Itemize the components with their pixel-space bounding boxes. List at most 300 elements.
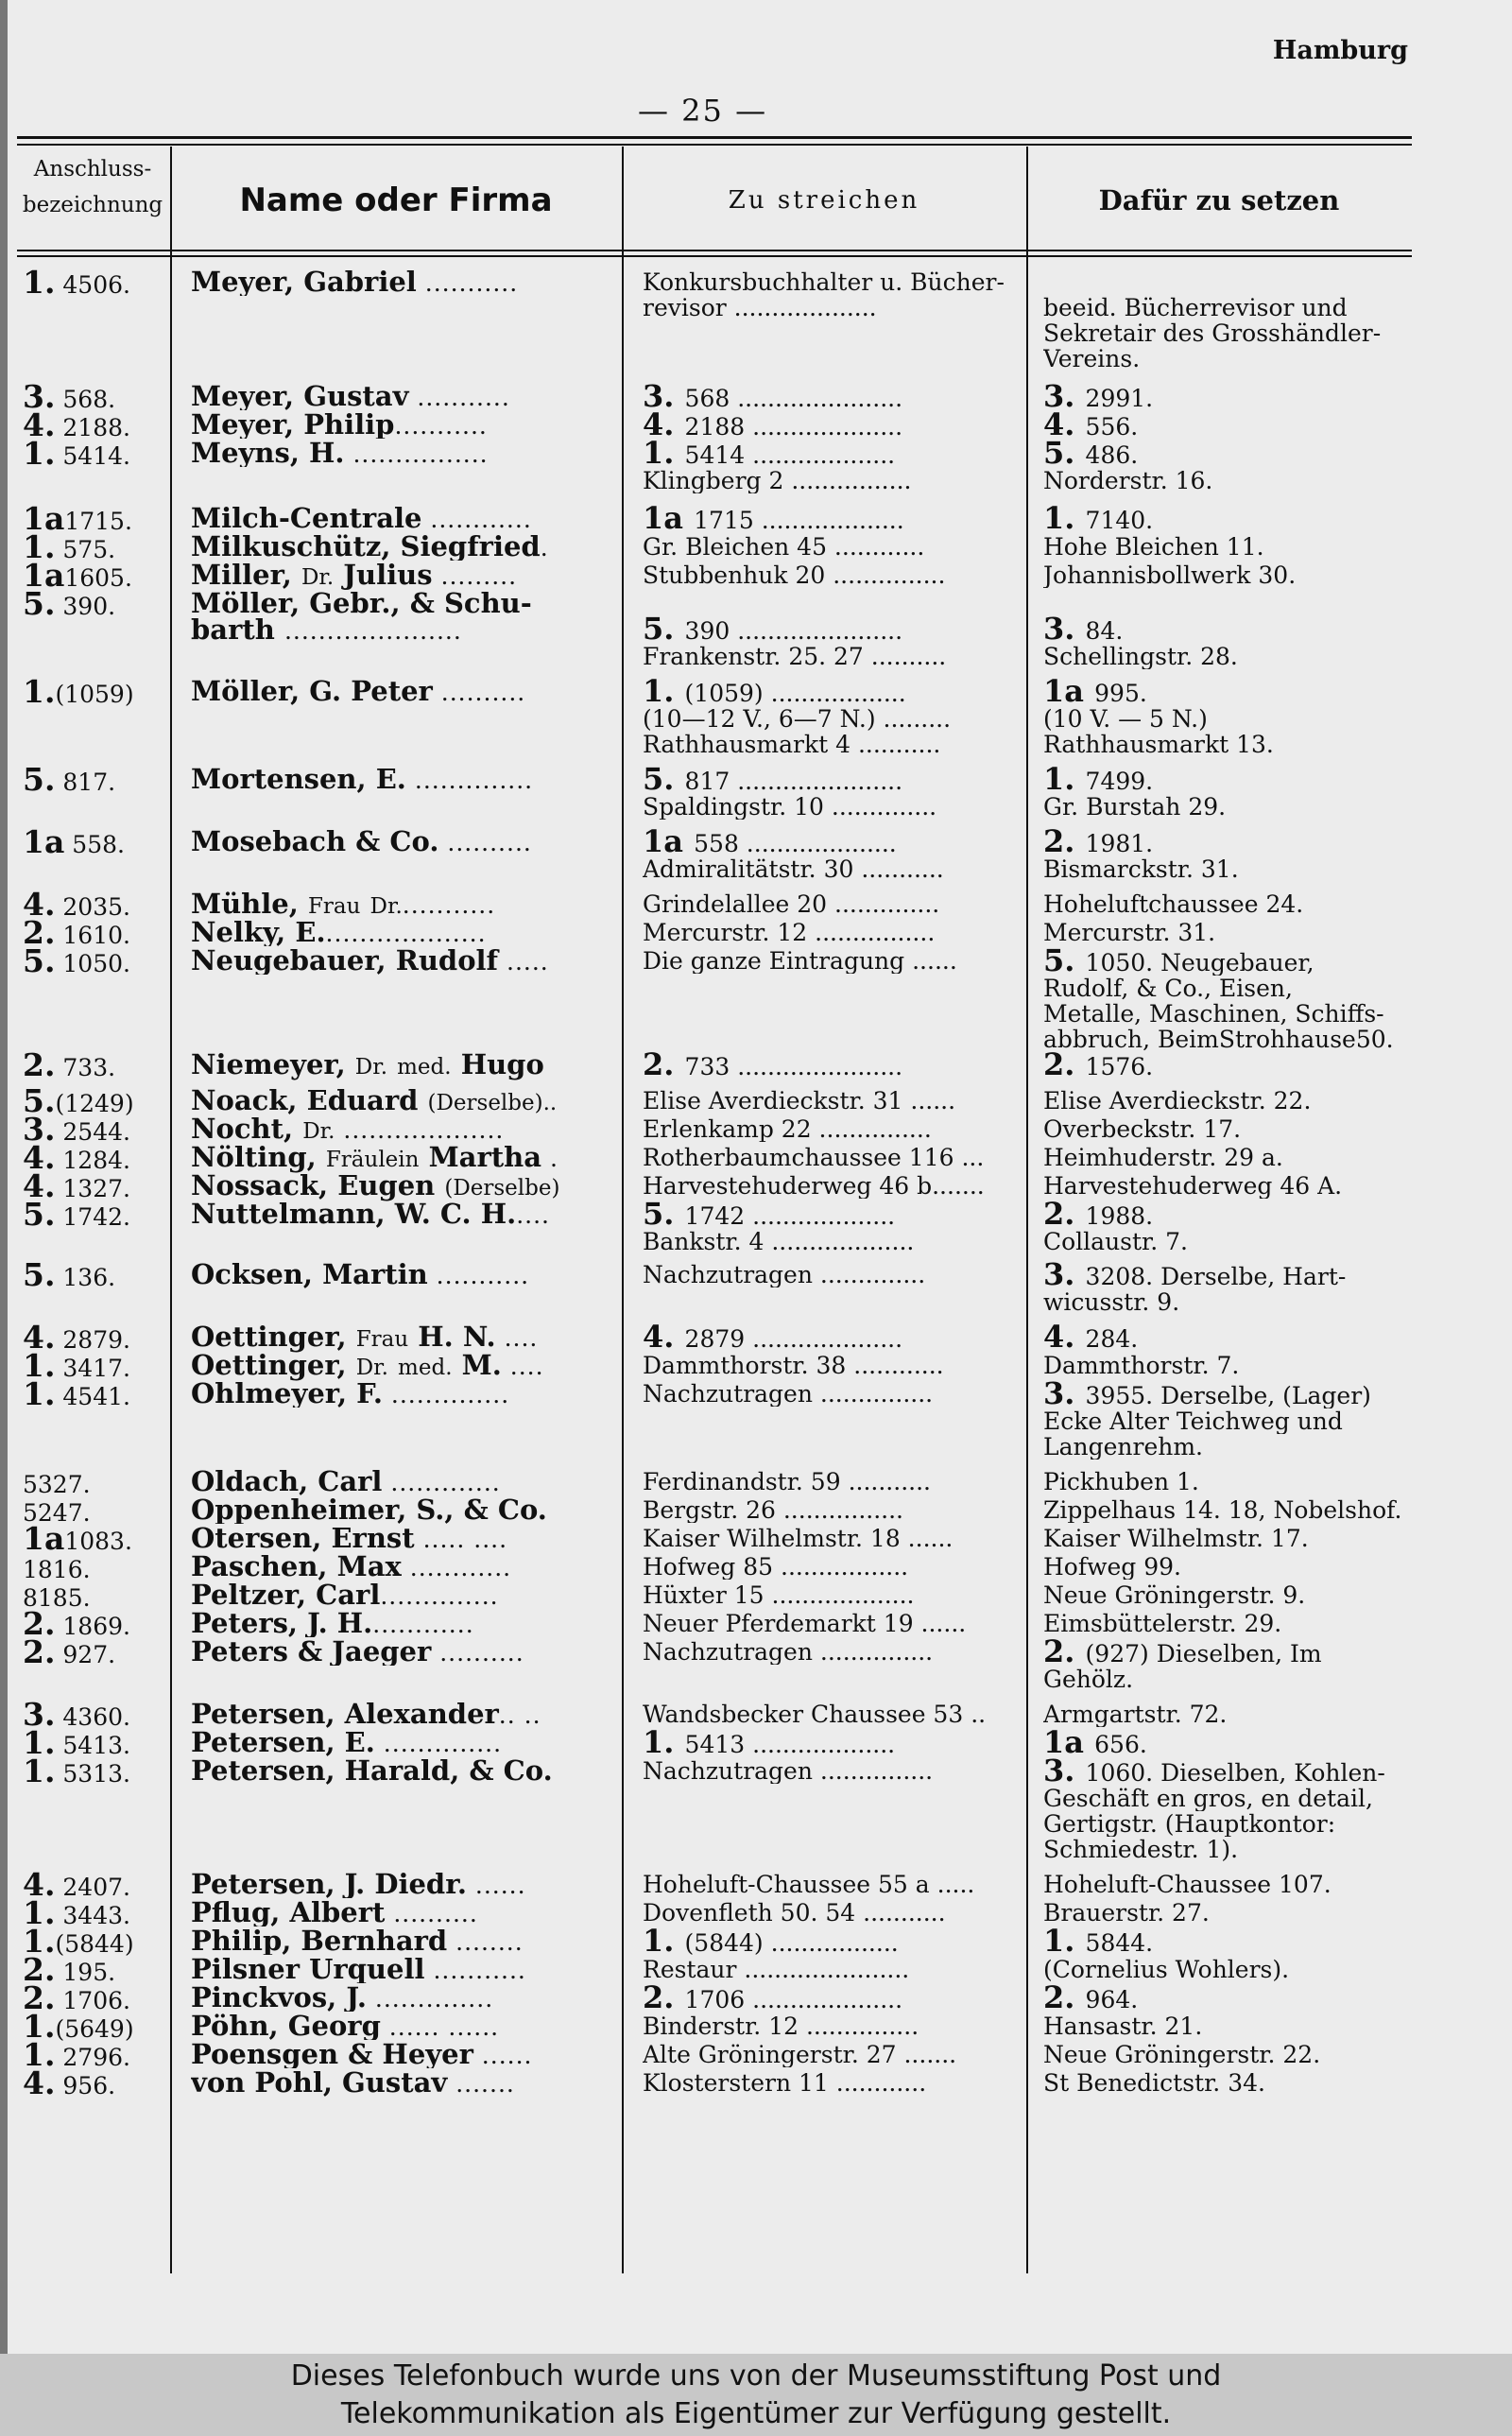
name-cell [172, 948, 626, 975]
strike-line: 3. 568 ...................... [643, 384, 1021, 411]
anschluss-number: (1059) [55, 681, 134, 708]
name-cell [172, 1730, 626, 1756]
strike-cell [626, 1702, 1028, 1727]
anschluss-number: 2035. [55, 893, 130, 921]
strike-line: Klingberg 2 ................ [643, 468, 912, 493]
name-text: barth [191, 617, 284, 644]
replace-cell [1028, 506, 1412, 533]
replace-cell [1028, 1928, 1412, 1956]
table-row [17, 500, 1412, 537]
name-qualifier: Dr. [354, 1055, 388, 1080]
name-cell [172, 506, 626, 532]
strike-cell [626, 1582, 1028, 1608]
name-leader: .. .. [498, 1702, 541, 1728]
replace-line: Gr. Burstah 29. [1043, 794, 1227, 820]
table-row [17, 823, 1412, 882]
name-line [191, 617, 616, 644]
name-line [191, 269, 616, 296]
anschluss-prefix: 3. [23, 1696, 56, 1733]
name-cell [172, 1497, 626, 1524]
name-line [191, 1582, 616, 1609]
name-line [191, 1201, 616, 1228]
replace-line: 3. 84. [1043, 616, 1408, 644]
name-text: Ocksen, Martin [191, 1262, 428, 1288]
strike-cell [626, 1353, 1028, 1378]
anschluss-prefix: 1a [23, 1520, 65, 1557]
name-text: Petersen, E. [191, 1730, 375, 1756]
name-line [191, 920, 616, 946]
name-line [191, 1381, 616, 1408]
anschluss-cell [17, 673, 172, 710]
strike-line: 5. 390 ...................... [643, 616, 1021, 644]
name-leader: ............ [401, 1554, 512, 1581]
anschluss-cell [17, 1753, 172, 1789]
name-line [191, 1526, 616, 1552]
replace-line: 3. 3208. Derselbe, Hart- [1043, 1262, 1408, 1289]
table-row [17, 435, 1412, 493]
strike-number: 5. [643, 616, 685, 644]
replace-line: Langenrehm. [1043, 1434, 1204, 1460]
replace-line: Eimsbüttelerstr. 29. [1043, 1611, 1282, 1636]
replace-line: Ecke Alter Teichweg und [1043, 1408, 1343, 1434]
strike-cell [626, 767, 1028, 820]
anschluss-number: 3443. [55, 1902, 130, 1929]
strike-cell [626, 2042, 1028, 2067]
name-leader: .......... [385, 1900, 478, 1926]
replace-line: Schellingstr. 28. [1043, 644, 1238, 669]
table-row [17, 378, 1412, 415]
replace-cell [1028, 1957, 1412, 1982]
name-leader: ............ [372, 1611, 474, 1637]
replace-cell [1028, 1116, 1412, 1142]
table-row [17, 1633, 1412, 1692]
strike-number: 2. [643, 1985, 685, 2013]
replace-number: 2. [1043, 1985, 1086, 2013]
anschluss-prefix: 1. [23, 528, 56, 565]
table-row [17, 1497, 1412, 1526]
name-leader: .......... [432, 679, 526, 705]
replace-line: Geschäft en gros, en detail, [1043, 1786, 1373, 1811]
replace-cell [1028, 1381, 1412, 1460]
name-text: Poensgen & Heyer [191, 2042, 473, 2068]
anschluss-cell [17, 1375, 172, 1412]
strike-line: Nachzutragen ............... [643, 1758, 934, 1784]
replace-number: 2. [1043, 1639, 1086, 1667]
anschluss-prefix: 1. [23, 1375, 56, 1412]
replace-line: Zippelhaus 14. 18, Nobelshof. [1043, 1497, 1402, 1523]
strike-line: (10—12 V., 6—7 N.) ......... [643, 706, 952, 732]
name-qualifier: Frau [355, 1327, 409, 1352]
name-line [191, 562, 616, 591]
name-line [191, 1116, 616, 1145]
replace-line: Norderstr. 16. [1043, 468, 1213, 493]
replace-cell [1028, 269, 1412, 371]
replace-number: 5. [1043, 948, 1086, 976]
name-line [191, 1900, 616, 1926]
table-row [17, 886, 1412, 923]
column-header-anschluss [17, 151, 168, 223]
anschluss-prefix: 1. [23, 1894, 56, 1931]
name-text: Nelky, E. [191, 920, 326, 946]
strike-number: 1a [643, 829, 695, 856]
replace-number: 2. [1043, 829, 1086, 856]
replace-number: 3. [1043, 1381, 1086, 1408]
name-cell [172, 1145, 626, 1173]
name-leader: .... [516, 1201, 550, 1228]
name-leader: ....... [447, 2070, 515, 2097]
name-text: Meyer, Gabriel [191, 269, 417, 296]
strike-number: 1. [643, 1730, 685, 1757]
strike-number: 5. [643, 1201, 685, 1229]
table-row [17, 1582, 1412, 1611]
table-row [17, 1196, 1412, 1254]
anschluss-number: 1706. [55, 1987, 130, 2014]
anschluss-cell [17, 942, 172, 979]
name-line [191, 1702, 616, 1728]
name-line [191, 1985, 616, 2012]
strike-line: 1. (5844) ................. [643, 1928, 1021, 1956]
replace-cell [1028, 1730, 1412, 1757]
name-line [191, 1611, 616, 1637]
replace-line: 2. 1576. [1043, 1052, 1408, 1080]
strike-cell [626, 2070, 1028, 2096]
replace-line: 1a 995. [1043, 679, 1408, 706]
name-line [191, 506, 616, 532]
strike-line: Nachzutragen .............. [643, 1262, 926, 1287]
replace-cell [1028, 1497, 1412, 1523]
anschluss-number: (5649) [55, 2015, 134, 2043]
anschluss-number: 5313. [55, 1760, 130, 1788]
strike-cell [626, 1145, 1028, 1170]
anschluss-prefix: 1. [23, 1724, 56, 1761]
table-row [17, 2036, 1412, 2073]
replace-line: 5. 486. [1043, 441, 1408, 468]
anschluss-number: 4541. [55, 1383, 130, 1410]
strike-number: 1. [643, 441, 685, 468]
strike-cell [626, 679, 1028, 757]
replace-line: 3. 1060. Dieselben, Kohlen- [1043, 1758, 1408, 1786]
table-row [17, 1866, 1412, 1903]
name-cell [172, 2070, 626, 2097]
name-text: Milkuschütz, Siegfried [191, 534, 541, 561]
anschluss-prefix: 5. [23, 1082, 56, 1119]
strike-cell [626, 591, 1028, 669]
replace-cell [1028, 2042, 1412, 2067]
anschluss-prefix: 5. [23, 1196, 56, 1233]
anschluss-number: 1327. [55, 1175, 130, 1202]
replace-cell [1028, 412, 1412, 440]
table-row [17, 1082, 1412, 1119]
name-line [191, 2042, 616, 2068]
anschluss-prefix: 1. [23, 1923, 56, 1960]
strike-line: Mercurstr. 12 ................ [643, 920, 936, 945]
anschluss-number: 1605. [64, 564, 132, 592]
anschluss-prefix: 5. [23, 1256, 56, 1293]
strike-line: Gr. Bleichen 45 ............ [643, 534, 925, 560]
name-text: Miller, [191, 562, 301, 591]
name-line [191, 441, 616, 467]
name-text: Nölting, [191, 1145, 326, 1173]
name-leader: ...... ...... [380, 2013, 500, 2040]
name-cell [172, 1201, 626, 1228]
name-cell [172, 1262, 626, 1288]
strike-line: 4. 2879 .................... [643, 1324, 1021, 1352]
strike-cell [626, 1730, 1028, 1757]
replace-line: Gehölz. [1043, 1667, 1134, 1692]
anschluss-prefix: 1. [23, 435, 56, 472]
table-row [17, 2065, 1412, 2101]
strike-cell [626, 1526, 1028, 1551]
anschluss-prefix: 2. [23, 1633, 56, 1670]
strike-line: Nachzutragen ............... [643, 1381, 934, 1407]
anschluss-prefix: 1. [23, 2036, 56, 2073]
replace-cell [1028, 1985, 1412, 2013]
replace-line: 2. 964. [1043, 1985, 1408, 2013]
replace-line: Elise Averdieckstr. 22. [1043, 1088, 1312, 1114]
name-text: Niemeyer, [191, 1052, 355, 1080]
replace-number: 3. [1043, 1758, 1086, 1786]
strike-line: 4. 2188 .................... [643, 412, 1021, 440]
replace-number: 1. [1043, 767, 1086, 794]
name-line [191, 1262, 616, 1288]
replace-line: Schmiedestr. 1). [1043, 1837, 1239, 1862]
name-text [388, 1353, 398, 1381]
column-header-anschluss-1: Anschluss- [33, 157, 152, 181]
name-text: Pilsner Urquell [191, 1957, 425, 1983]
table-row [17, 942, 1412, 1052]
replace-line: 3. 2991. [1043, 384, 1408, 411]
anschluss-number: 1816. [23, 1556, 91, 1583]
replace-line: Rathhausmarkt 13. [1043, 732, 1274, 757]
anschluss-prefix: 1. [23, 1753, 56, 1789]
name-line [191, 891, 616, 920]
anschluss-cell [17, 1633, 172, 1670]
anschluss-number: (5844) [55, 1930, 134, 1958]
table-row [17, 1469, 1412, 1497]
anschluss-prefix: 4. [23, 1139, 56, 1176]
anschluss-prefix: 5. [23, 585, 56, 622]
name-line [191, 767, 616, 793]
name-cell [172, 534, 626, 561]
name-cell [172, 1872, 626, 1898]
replace-line: 1. 7499. [1043, 767, 1408, 794]
name-leader: ................... [335, 1116, 505, 1144]
strike-line: Kaiser Wilhelmstr. 18 ...... [643, 1526, 954, 1551]
replace-line: Bismarckstr. 31. [1043, 856, 1239, 882]
anschluss-number: 3417. [55, 1355, 130, 1382]
anschluss-prefix: 4. [23, 406, 56, 443]
strike-cell [626, 269, 1028, 320]
replace-line: Pickhuben 1. [1043, 1469, 1199, 1494]
name-cell [172, 1088, 626, 1116]
name-leader: .............. [374, 1730, 503, 1756]
name-line [191, 1730, 616, 1756]
name-leader: ..... [498, 948, 549, 975]
anschluss-cell [17, 1046, 172, 1083]
anschluss-number: 8185. [23, 1584, 91, 1612]
anschluss-prefix: 4. [23, 886, 56, 923]
replace-line: 1. 5844. [1043, 1928, 1408, 1956]
replace-number: 1. [1043, 506, 1086, 533]
replace-cell [1028, 1145, 1412, 1170]
name-cell [172, 1381, 626, 1408]
name-text: Möller, G. Peter [191, 679, 433, 705]
table-row [17, 1256, 1412, 1315]
replace-line: 2. 1981. [1043, 829, 1408, 856]
name-text: Otersen, Ernst [191, 1526, 415, 1552]
strike-line: Admiralitätstr. 30 ........... [643, 856, 944, 882]
replace-cell [1028, 1324, 1412, 1352]
name-text: Pinckvos, J. [191, 1985, 367, 2012]
name-line [191, 1469, 616, 1495]
anschluss-number: 733. [55, 1054, 116, 1081]
strike-line: Bergstr. 26 ................ [643, 1497, 904, 1523]
strike-line: 5. 1742 ................... [643, 1201, 1021, 1229]
name-line [191, 679, 616, 705]
name-cell [172, 1758, 626, 1785]
replace-line: Vereins. [1043, 346, 1141, 371]
column-header-strike: Zu streichen [728, 186, 920, 215]
replace-line: Armgartstr. 72. [1043, 1702, 1228, 1727]
name-qualifier: Fräulein [325, 1148, 420, 1172]
anschluss-prefix: 2. [23, 1951, 56, 1988]
strike-line: Dammthorstr. 38 ............ [643, 1353, 944, 1378]
replace-line: Kaiser Wilhelmstr. 17. [1043, 1526, 1309, 1551]
anschluss-number: 5327. [23, 1471, 91, 1498]
name-text [387, 1052, 397, 1080]
name-leader: ........... [408, 384, 510, 410]
strike-number: 4. [643, 412, 685, 440]
name-text: Oldach, Carl [191, 1469, 383, 1495]
name-line [191, 1639, 616, 1666]
replace-line: 2. (927) Dieselben, Im [1043, 1639, 1408, 1667]
replace-number: 3. [1043, 1262, 1086, 1289]
replace-cell [1028, 1526, 1412, 1551]
strike-cell [626, 1088, 1028, 1114]
name-qualifier: (Derselbe) [444, 1176, 560, 1201]
replace-number: 4. [1043, 412, 1086, 440]
strike-line: 2. 1706 .................... [643, 1985, 1021, 2013]
strike-line: Hoheluft-Chaussee 55 a ..... [643, 1872, 975, 1897]
name-text: H. N. [408, 1324, 496, 1353]
strike-cell [626, 1201, 1028, 1254]
anschluss-prefix: 3. [23, 1111, 56, 1148]
name-cell [172, 1526, 626, 1552]
strike-number: 3. [643, 384, 685, 411]
name-line [191, 1497, 616, 1524]
replace-line: Hofweg 99. [1043, 1554, 1182, 1580]
replace-line: Hohe Bleichen 11. [1043, 534, 1264, 560]
anschluss-prefix: 4. [23, 1167, 56, 1204]
name-text: Milch-Centrale [191, 506, 422, 532]
anschluss-number: 2544. [55, 1118, 130, 1146]
name-line [191, 1324, 616, 1353]
replace-cell [1028, 1052, 1412, 1080]
name-leader: ...... [466, 1872, 526, 1898]
name-leader: .............. [380, 1582, 499, 1609]
name-cell [172, 1928, 626, 1955]
table-row [17, 1605, 1412, 1642]
replace-cell [1028, 679, 1412, 757]
anschluss-prefix: 1. [23, 673, 56, 710]
replace-number: 4. [1043, 1324, 1086, 1352]
anschluss-cell [17, 2065, 172, 2101]
strike-cell [626, 1758, 1028, 1784]
strike-cell [626, 1928, 1028, 1956]
strike-cell [626, 384, 1028, 411]
replace-cell [1028, 2013, 1412, 2039]
replace-cell [1028, 534, 1412, 560]
anschluss-number: 1284. [55, 1147, 130, 1174]
name-text: Meyer, Philip [191, 412, 395, 439]
column-header-anschluss-2: bezeichnung [22, 193, 163, 217]
table-row [17, 761, 1412, 820]
strike-cell [626, 920, 1028, 945]
anschluss-number: 2407. [55, 1874, 130, 1901]
table-row [17, 914, 1412, 951]
strike-cell [626, 534, 1028, 560]
name-cell [172, 1900, 626, 1926]
name-text [360, 891, 369, 920]
strike-line: Dovenfleth 50. 54 ........... [643, 1900, 946, 1926]
table-row [17, 264, 1412, 371]
replace-line: Hoheluftchaussee 24. [1043, 891, 1304, 917]
replace-cell [1028, 829, 1412, 882]
strike-cell [626, 1611, 1028, 1636]
anschluss-cell [17, 1256, 172, 1293]
table-row [17, 1724, 1412, 1761]
strike-line: Elise Averdieckstr. 31 ...... [643, 1088, 956, 1114]
strike-number: 2. [643, 1052, 685, 1080]
name-line [191, 1957, 616, 1983]
replace-line: 3. 3955. Derselbe, (Lager) [1043, 1381, 1408, 1408]
name-cell [172, 412, 626, 439]
replace-line: 5. 1050. Neugebauer, [1043, 948, 1408, 976]
name-cell [172, 1582, 626, 1609]
name-leader: .............. [405, 767, 534, 793]
name-text: Pöhn, Georg [191, 2013, 381, 2040]
replace-cell [1028, 891, 1412, 917]
strike-line: revisor ................... [643, 295, 877, 320]
replace-cell [1028, 920, 1412, 945]
replace-cell [1028, 948, 1412, 1052]
strike-cell [626, 1469, 1028, 1494]
replace-cell [1028, 384, 1412, 411]
replace-number: 5. [1043, 441, 1086, 468]
replace-line: 4. 556. [1043, 412, 1408, 440]
table-row [17, 1319, 1412, 1356]
strike-cell [626, 1116, 1028, 1142]
replace-cell [1028, 1582, 1412, 1608]
anschluss-number: 817. [55, 769, 116, 796]
anschluss-number: 2879. [55, 1326, 130, 1354]
strike-cell [626, 1381, 1028, 1407]
name-cell [172, 1116, 626, 1145]
table-row [17, 1167, 1412, 1204]
strike-line: Alte Gröningerstr. 27 ....... [643, 2042, 957, 2067]
name-leader: ......... [432, 562, 518, 590]
replace-line: Johannisbollwerk 30. [1043, 562, 1297, 588]
name-line [191, 1052, 616, 1080]
anschluss-prefix: 1. [23, 264, 56, 301]
strike-cell [626, 891, 1028, 917]
name-text: Pflug, Albert [191, 1900, 386, 1926]
name-cell [172, 1985, 626, 2012]
anschluss-prefix: 1. [23, 1347, 56, 1384]
replace-cell [1028, 1611, 1412, 1636]
strike-line: 1a 558 .................... [643, 829, 1021, 856]
strike-cell [626, 562, 1028, 588]
